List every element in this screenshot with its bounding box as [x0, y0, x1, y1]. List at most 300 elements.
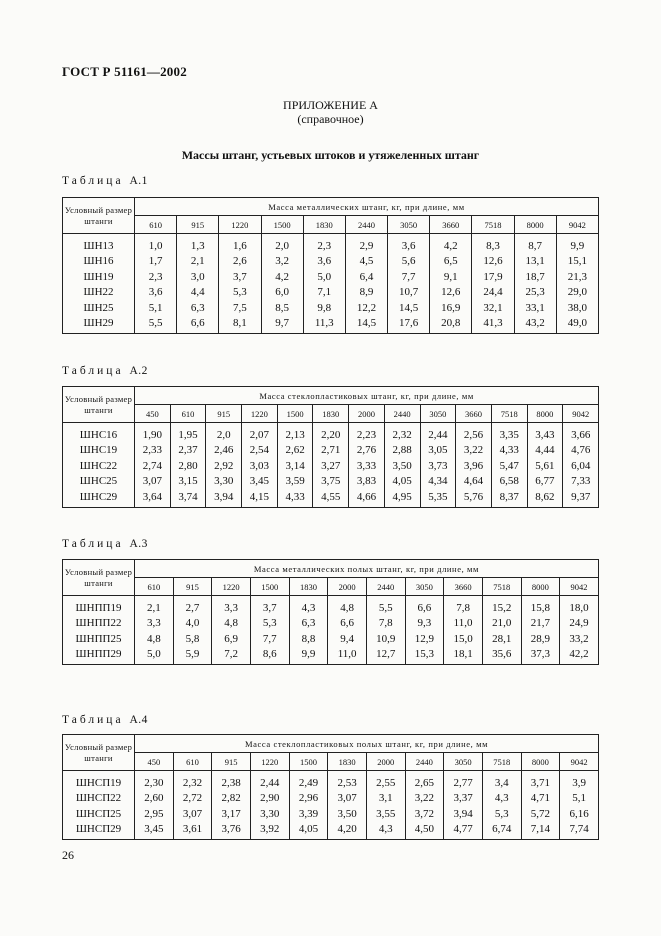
table-row [63, 234, 599, 254]
mass-value-cell: 35,6 [482, 647, 521, 665]
mass-value-cell: 3,33 [349, 458, 385, 474]
mass-value-cell: 4,66 [349, 489, 385, 507]
mass-value-cell: 3,96 [456, 458, 492, 474]
mass-value-cell: 12,7 [366, 647, 405, 665]
mass-value-cell: 5,5 [135, 316, 177, 334]
mass-value-cell: 18,0 [560, 596, 599, 616]
mass-value-cell: 2,71 [313, 443, 349, 459]
mass-value-cell: 6,4 [345, 269, 387, 285]
length-header-cell: 9042 [560, 753, 599, 771]
mass-value-cell: 3,30 [250, 806, 289, 822]
mass-value-cell: 4,50 [405, 822, 444, 840]
mass-value-cell: 2,13 [277, 423, 313, 443]
mass-value-cell: 8,7 [514, 234, 556, 254]
length-header-cell: 1830 [289, 578, 328, 596]
mass-value-cell: 21,7 [521, 616, 560, 632]
length-header-cell: 915 [177, 216, 219, 234]
length-header-cell: 915 [173, 578, 212, 596]
mass-value-cell: 8,5 [261, 300, 303, 316]
length-header-cell: 1220 [242, 405, 278, 423]
rod-size-cell: ШН19 [63, 269, 135, 285]
mass-value-cell: 4,3 [366, 822, 405, 840]
length-header-cell: 8000 [521, 578, 560, 596]
length-header-cell: 3660 [430, 216, 472, 234]
mass-value-cell: 3,22 [405, 791, 444, 807]
length-header-cell: 610 [135, 216, 177, 234]
length-header-cell: 1500 [250, 578, 289, 596]
mass-value-cell: 5,5 [366, 596, 405, 616]
mass-value-cell: 13,1 [514, 254, 556, 270]
length-header-cell: 1500 [289, 753, 328, 771]
mass-value-cell: 3,94 [444, 806, 483, 822]
rod-size-cell: ШНС25 [63, 474, 135, 490]
mass-value-cell: 3,45 [135, 822, 174, 840]
mass-value-cell: 4,05 [384, 474, 420, 490]
mass-value-cell: 7,2 [212, 647, 251, 665]
table-row [63, 791, 599, 807]
mass-value-cell: 1,3 [177, 234, 219, 254]
mass-value-cell: 6,16 [560, 806, 599, 822]
mass-value-cell: 3,37 [444, 791, 483, 807]
mass-value-cell: 6,3 [177, 300, 219, 316]
table-row [63, 254, 599, 270]
mass-value-cell: 43,2 [514, 316, 556, 334]
page-number: 26 [62, 848, 74, 862]
row-header-cell: Условный размер штанги [63, 387, 135, 423]
table-row [63, 806, 599, 822]
length-header-cell: 1830 [303, 216, 345, 234]
length-header-cell: 1220 [212, 578, 251, 596]
mass-value-cell: 3,1 [366, 791, 405, 807]
table-caption-word: Таблица [62, 175, 124, 187]
mass-value-cell: 5,1 [560, 791, 599, 807]
length-header-cell: 7518 [482, 753, 521, 771]
table-row [63, 458, 599, 474]
mass-value-cell: 8,1 [219, 316, 261, 334]
mass-value-cell: 2,77 [444, 771, 483, 791]
mass-value-cell: 2,92 [206, 458, 242, 474]
table-caption-word: Таблица [62, 714, 124, 726]
mass-table [62, 197, 599, 334]
mass-value-cell: 2,53 [328, 771, 367, 791]
mass-value-cell: 15,1 [556, 254, 598, 270]
mass-value-cell: 2,54 [242, 443, 278, 459]
mass-value-cell: 4,77 [444, 822, 483, 840]
mass-value-cell: 4,8 [135, 631, 174, 647]
table-caption-word: Таблица [62, 365, 124, 377]
mass-value-cell: 29,0 [556, 285, 598, 301]
mass-value-cell: 2,30 [135, 771, 174, 791]
mass-value-cell: 5,9 [173, 647, 212, 665]
mass-value-cell: 6,04 [563, 458, 599, 474]
mass-value-cell: 8,3 [472, 234, 514, 254]
mass-value-cell: 4,3 [482, 791, 521, 807]
length-header-cell: 450 [135, 753, 174, 771]
mass-value-cell: 4,44 [527, 443, 563, 459]
mass-value-cell: 3,66 [563, 423, 599, 443]
length-header-cell: 1830 [328, 753, 367, 771]
rod-size-cell: ШНСП22 [63, 791, 135, 807]
table-caption [62, 538, 148, 550]
mass-value-cell: 9,1 [430, 269, 472, 285]
mass-value-cell: 2,65 [405, 771, 444, 791]
mass-value-cell: 12,2 [345, 300, 387, 316]
mass-value-cell: 4,71 [521, 791, 560, 807]
mass-value-cell: 42,2 [560, 647, 599, 665]
mass-value-cell: 8,62 [527, 489, 563, 507]
mass-value-cell: 4,55 [313, 489, 349, 507]
mass-value-cell: 4,8 [212, 616, 251, 632]
row-header-cell: Условный размер штанги [63, 560, 135, 596]
mass-value-cell: 3,83 [349, 474, 385, 490]
mass-value-cell: 33,1 [514, 300, 556, 316]
mass-value-cell: 1,7 [135, 254, 177, 270]
mass-value-cell: 38,0 [556, 300, 598, 316]
length-header-cell: 7518 [491, 405, 527, 423]
mass-value-cell: 7,5 [219, 300, 261, 316]
mass-value-cell: 2,60 [135, 791, 174, 807]
section-heading: Массы штанг, устьевых штоков и утяжеленных штанг [181, 148, 480, 162]
mass-table [62, 559, 599, 665]
rod-size-cell: ШНС22 [63, 458, 135, 474]
table-caption-number: А.4 [129, 714, 148, 726]
mass-value-cell: 2,56 [456, 423, 492, 443]
mass-value-cell: 28,1 [482, 631, 521, 647]
mass-value-cell: 11,0 [444, 616, 483, 632]
mass-value-cell: 3,6 [388, 234, 430, 254]
mass-value-cell: 4,33 [491, 443, 527, 459]
mass-value-cell: 2,32 [173, 771, 212, 791]
mass-value-cell: 3,43 [527, 423, 563, 443]
length-header-cell: 2440 [345, 216, 387, 234]
mass-value-cell: 1,0 [135, 234, 177, 254]
mass-value-cell: 2,49 [289, 771, 328, 791]
mass-value-cell: 5,3 [219, 285, 261, 301]
table-row [63, 316, 599, 334]
mass-value-cell: 6,74 [482, 822, 521, 840]
mass-value-cell: 1,90 [135, 423, 171, 443]
mass-value-cell: 12,6 [430, 285, 472, 301]
mass-value-cell: 2,07 [242, 423, 278, 443]
mass-value-cell: 21,3 [556, 269, 598, 285]
table-caption-number: А.3 [129, 538, 148, 550]
length-header-cell: 2440 [405, 753, 444, 771]
mass-value-cell: 3,39 [289, 806, 328, 822]
length-header-cell: 3050 [405, 578, 444, 596]
mass-value-cell: 6,6 [328, 616, 367, 632]
mass-value-cell: 4,5 [345, 254, 387, 270]
rod-size-cell: ШНСП19 [63, 771, 135, 791]
length-header-cell: 450 [135, 405, 171, 423]
mass-value-cell: 14,5 [388, 300, 430, 316]
mass-value-cell: 10,7 [388, 285, 430, 301]
mass-value-cell: 15,8 [521, 596, 560, 616]
mass-value-cell: 3,03 [242, 458, 278, 474]
length-header-cell: 8000 [527, 405, 563, 423]
mass-value-cell: 4,95 [384, 489, 420, 507]
mass-value-cell: 6,6 [177, 316, 219, 334]
length-header-cell: 7518 [482, 578, 521, 596]
table-row [63, 822, 599, 840]
rod-size-cell: ШНСП25 [63, 806, 135, 822]
length-header-cell: 1220 [219, 216, 261, 234]
mass-value-cell: 4,2 [430, 234, 472, 254]
mass-value-cell: 7,7 [250, 631, 289, 647]
mass-value-cell: 2,72 [173, 791, 212, 807]
mass-value-cell: 33,2 [560, 631, 599, 647]
length-header-cell: 610 [173, 753, 212, 771]
mass-value-cell: 18,7 [514, 269, 556, 285]
mass-value-cell: 5,61 [527, 458, 563, 474]
mass-value-cell: 6,9 [212, 631, 251, 647]
mass-value-cell: 8,9 [345, 285, 387, 301]
table-row [63, 596, 599, 616]
mass-header-cell: Масса стеклопластиковых штанг, кг, при длине, мм [135, 387, 599, 405]
mass-value-cell: 4,76 [563, 443, 599, 459]
mass-value-cell: 3,35 [491, 423, 527, 443]
mass-value-cell: 11,3 [303, 316, 345, 334]
length-header-cell: 1500 [277, 405, 313, 423]
mass-value-cell: 4,0 [173, 616, 212, 632]
mass-header-cell: Масса металлических штанг, кг, при длине, мм [135, 198, 599, 216]
mass-value-cell: 2,76 [349, 443, 385, 459]
mass-value-cell: 5,76 [456, 489, 492, 507]
length-header-cell: 8000 [521, 753, 560, 771]
mass-value-cell: 2,37 [170, 443, 206, 459]
length-header-cell: 9042 [556, 216, 598, 234]
mass-value-cell: 20,8 [430, 316, 472, 334]
mass-value-cell: 3,05 [420, 443, 456, 459]
rod-size-cell: ШНПП19 [63, 596, 135, 616]
rod-size-cell: ШНПП25 [63, 631, 135, 647]
mass-value-cell: 3,92 [250, 822, 289, 840]
rod-size-cell: ШНСП29 [63, 822, 135, 840]
mass-value-cell: 3,50 [328, 806, 367, 822]
length-header-cell: 9042 [563, 405, 599, 423]
mass-value-cell: 2,23 [349, 423, 385, 443]
mass-value-cell: 15,2 [482, 596, 521, 616]
length-header-cell: 2440 [384, 405, 420, 423]
length-header-cell: 2440 [366, 578, 405, 596]
mass-value-cell: 6,3 [289, 616, 328, 632]
mass-value-cell: 8,8 [289, 631, 328, 647]
mass-value-cell: 3,73 [420, 458, 456, 474]
table-caption-number: А.2 [129, 365, 148, 377]
mass-value-cell: 3,9 [560, 771, 599, 791]
mass-value-cell: 5,35 [420, 489, 456, 507]
length-header-cell: 3050 [444, 753, 483, 771]
mass-value-cell: 3,30 [206, 474, 242, 490]
length-header-cell: 1830 [313, 405, 349, 423]
rod-size-cell: ШН13 [63, 234, 135, 254]
mass-value-cell: 3,64 [135, 489, 171, 507]
mass-value-cell: 25,3 [514, 285, 556, 301]
mass-value-cell: 2,3 [303, 234, 345, 254]
mass-value-cell: 2,62 [277, 443, 313, 459]
mass-value-cell: 6,5 [430, 254, 472, 270]
table-row [63, 489, 599, 507]
mass-value-cell: 16,9 [430, 300, 472, 316]
mass-value-cell: 2,0 [261, 234, 303, 254]
length-header-cell: 8000 [514, 216, 556, 234]
mass-value-cell: 4,15 [242, 489, 278, 507]
mass-value-cell: 41,3 [472, 316, 514, 334]
mass-value-cell: 10,9 [366, 631, 405, 647]
mass-value-cell: 9,4 [328, 631, 367, 647]
mass-value-cell: 28,9 [521, 631, 560, 647]
rod-size-cell: ШН25 [63, 300, 135, 316]
mass-value-cell: 2,38 [212, 771, 251, 791]
mass-value-cell: 24,9 [560, 616, 599, 632]
mass-value-cell: 5,72 [521, 806, 560, 822]
mass-value-cell: 5,0 [135, 647, 174, 665]
length-header-cell: 3050 [388, 216, 430, 234]
rod-size-cell: ШН16 [63, 254, 135, 270]
mass-value-cell: 7,74 [560, 822, 599, 840]
mass-value-cell: 3,4 [482, 771, 521, 791]
table-row [63, 443, 599, 459]
mass-value-cell: 4,2 [261, 269, 303, 285]
rod-size-cell: ШНПП29 [63, 647, 135, 665]
mass-value-cell: 3,07 [135, 474, 171, 490]
mass-value-cell: 2,88 [384, 443, 420, 459]
mass-value-cell: 3,3 [135, 616, 174, 632]
rod-size-cell: ШНС29 [63, 489, 135, 507]
length-header-cell: 915 [212, 753, 251, 771]
mass-value-cell: 11,0 [328, 647, 367, 665]
mass-value-cell: 14,5 [345, 316, 387, 334]
length-header-cell: 915 [206, 405, 242, 423]
mass-value-cell: 3,76 [212, 822, 251, 840]
mass-value-cell: 3,50 [384, 458, 420, 474]
mass-value-cell: 2,90 [250, 791, 289, 807]
mass-value-cell: 17,9 [472, 269, 514, 285]
mass-value-cell: 15,3 [405, 647, 444, 665]
mass-value-cell: 1,95 [170, 423, 206, 443]
mass-value-cell: 2,44 [420, 423, 456, 443]
mass-value-cell: 5,3 [250, 616, 289, 632]
table-caption [62, 714, 148, 726]
mass-value-cell: 15,0 [444, 631, 483, 647]
mass-value-cell: 5,6 [388, 254, 430, 270]
mass-value-cell: 37,3 [521, 647, 560, 665]
table-row [63, 631, 599, 647]
mass-value-cell: 3,27 [313, 458, 349, 474]
mass-value-cell: 1,6 [219, 234, 261, 254]
mass-value-cell: 17,6 [388, 316, 430, 334]
mass-value-cell: 2,3 [135, 269, 177, 285]
mass-value-cell: 4,64 [456, 474, 492, 490]
mass-value-cell: 3,74 [170, 489, 206, 507]
mass-value-cell: 5,0 [303, 269, 345, 285]
mass-value-cell: 7,8 [444, 596, 483, 616]
rod-size-cell: ШНС16 [63, 423, 135, 443]
table-caption [62, 175, 148, 187]
length-header-cell: 2000 [349, 405, 385, 423]
mass-value-cell: 18,1 [444, 647, 483, 665]
mass-value-cell: 2,33 [135, 443, 171, 459]
mass-value-cell: 7,7 [388, 269, 430, 285]
mass-value-cell: 4,33 [277, 489, 313, 507]
mass-value-cell: 3,71 [521, 771, 560, 791]
standard-number: ГОСТ Р 51161—2002 [62, 64, 187, 79]
mass-value-cell: 2,44 [250, 771, 289, 791]
mass-value-cell: 3,7 [250, 596, 289, 616]
table-caption-word: Таблица [62, 538, 124, 550]
mass-table [62, 734, 599, 840]
length-header-cell: 7518 [472, 216, 514, 234]
length-header-cell: 3050 [420, 405, 456, 423]
mass-value-cell: 3,14 [277, 458, 313, 474]
mass-value-cell: 4,4 [177, 285, 219, 301]
mass-value-cell: 3,15 [170, 474, 206, 490]
mass-value-cell: 24,4 [472, 285, 514, 301]
mass-value-cell: 7,1 [303, 285, 345, 301]
mass-value-cell: 4,34 [420, 474, 456, 490]
mass-value-cell: 9,3 [405, 616, 444, 632]
table-row [63, 300, 599, 316]
mass-value-cell: 7,8 [366, 616, 405, 632]
mass-value-cell: 5,1 [135, 300, 177, 316]
mass-value-cell: 6,77 [527, 474, 563, 490]
length-header-cell: 1500 [261, 216, 303, 234]
mass-value-cell: 2,1 [177, 254, 219, 270]
mass-value-cell: 3,0 [177, 269, 219, 285]
table-row [63, 474, 599, 490]
table-row [63, 269, 599, 285]
mass-value-cell: 3,45 [242, 474, 278, 490]
mass-value-cell: 9,7 [261, 316, 303, 334]
mass-value-cell: 3,17 [212, 806, 251, 822]
appendix-subtitle: (справочное) [297, 112, 364, 126]
mass-value-cell: 7,33 [563, 474, 599, 490]
mass-value-cell: 3,07 [173, 806, 212, 822]
mass-value-cell: 49,0 [556, 316, 598, 334]
mass-value-cell: 5,3 [482, 806, 521, 822]
row-header-cell: Условный размер штанги [63, 198, 135, 234]
table-row [63, 423, 599, 443]
length-header-cell: 3660 [456, 405, 492, 423]
length-header-cell: 610 [170, 405, 206, 423]
mass-table [62, 386, 599, 508]
mass-value-cell: 3,2 [261, 254, 303, 270]
rod-size-cell: ШН22 [63, 285, 135, 301]
mass-value-cell: 32,1 [472, 300, 514, 316]
mass-value-cell: 8,37 [491, 489, 527, 507]
mass-header-cell: Масса стеклопластиковых полых штанг, кг, при длине, мм [135, 735, 599, 753]
mass-value-cell: 2,6 [219, 254, 261, 270]
length-header-cell: 2000 [366, 753, 405, 771]
mass-value-cell: 12,6 [472, 254, 514, 270]
mass-value-cell: 2,1 [135, 596, 174, 616]
mass-value-cell: 2,80 [170, 458, 206, 474]
table-row [63, 616, 599, 632]
length-header-cell: 3660 [444, 578, 483, 596]
mass-value-cell: 2,0 [206, 423, 242, 443]
mass-value-cell: 2,46 [206, 443, 242, 459]
mass-value-cell: 3,07 [328, 791, 367, 807]
mass-value-cell: 3,6 [303, 254, 345, 270]
mass-value-cell: 9,9 [556, 234, 598, 254]
length-header-cell: 2000 [328, 578, 367, 596]
mass-value-cell: 2,20 [313, 423, 349, 443]
mass-value-cell: 2,74 [135, 458, 171, 474]
table-caption [62, 365, 148, 377]
mass-value-cell: 6,58 [491, 474, 527, 490]
mass-value-cell: 5,47 [491, 458, 527, 474]
mass-value-cell: 3,94 [206, 489, 242, 507]
mass-value-cell: 3,22 [456, 443, 492, 459]
